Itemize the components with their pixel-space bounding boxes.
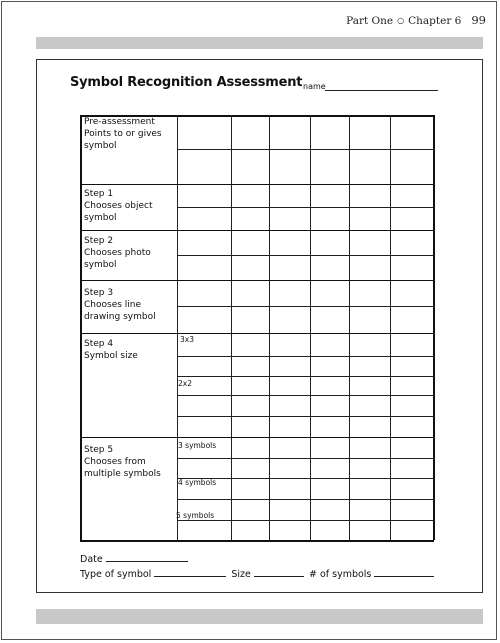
row-label-line: Symbol size <box>84 351 138 361</box>
row-label-line: Pre-assessment <box>84 117 155 127</box>
grid-row-line <box>177 149 433 150</box>
chapter-label: Chapter 6 <box>408 15 462 27</box>
row-label-line: symbol <box>84 141 117 151</box>
row-label-line: Step 4 <box>84 339 114 349</box>
row-label-line: Chooses photo <box>84 248 151 258</box>
row-label-line: Chooses line <box>84 300 142 310</box>
row-label-line: symbol <box>84 213 117 223</box>
grid-row-line <box>177 395 433 396</box>
name-field[interactable] <box>325 90 438 91</box>
grid-row-line <box>177 255 433 256</box>
grid-border-left <box>80 115 82 540</box>
separator-circle-icon: ○ <box>397 16 405 25</box>
size-label: Size <box>231 569 251 580</box>
date-label: Date <box>80 554 103 565</box>
bottom-band <box>36 609 483 624</box>
size-field[interactable] <box>254 566 304 577</box>
row-label-step-5 <box>84 444 161 480</box>
grid-column-line <box>269 115 270 540</box>
row-label-line: Step 5 <box>84 445 114 455</box>
grid-border-right <box>433 115 435 540</box>
sublabel-3x3: 3x3 <box>180 335 194 344</box>
row-label-step-2 <box>84 235 151 271</box>
row-label-line: multiple symbols <box>84 469 161 479</box>
sublabel-2x2: 2x2 <box>178 379 192 388</box>
row-label-line: Step 3 <box>84 288 114 298</box>
grid-row-line <box>177 499 433 500</box>
grid-section-line <box>80 437 433 438</box>
num-symbols-label: # of symbols <box>308 569 372 580</box>
grid-column-line <box>310 115 311 540</box>
sublabel-4-symbols: 4 symbols <box>178 478 217 487</box>
grid-column-line <box>349 115 350 540</box>
date-field[interactable] <box>106 551 188 562</box>
sublabel-3-symbols: 3 symbols <box>178 441 217 450</box>
page-number: 99 <box>471 13 486 27</box>
grid-row-line <box>177 520 433 521</box>
section-label: Part One <box>346 15 394 27</box>
row-label-line: Chooses object <box>84 201 153 211</box>
grid-row-line <box>177 376 433 377</box>
row-label-line: Chooses from <box>84 457 146 467</box>
type-of-symbol-label: Type of symbol <box>80 569 152 580</box>
grid-column-line <box>231 115 232 540</box>
row-label-line: Points to or gives <box>84 129 162 139</box>
grid-section-line <box>80 230 433 231</box>
grid-section-line <box>80 280 433 281</box>
grid-row-line <box>177 207 433 208</box>
grid-column-line <box>177 115 178 540</box>
row-label-pre-assessment <box>84 116 162 152</box>
footer-date-row <box>80 551 188 565</box>
row-label-line: Step 1 <box>84 189 114 199</box>
grid-row-line <box>177 306 433 307</box>
form-title: Symbol Recognition Assessment <box>70 75 303 90</box>
grid-section-line <box>80 184 433 185</box>
grid-section-line <box>80 333 433 334</box>
name-label: name <box>303 82 326 91</box>
top-band <box>36 37 483 49</box>
running-head <box>346 13 486 27</box>
grid-row-line <box>177 356 433 357</box>
sublabel-5-symbols: 5 symbols <box>176 511 215 520</box>
footer-details-row <box>80 566 434 580</box>
row-label-step-1 <box>84 188 153 224</box>
grid-border-bottom <box>80 540 434 542</box>
grid-column-line <box>390 115 391 540</box>
num-symbols-field[interactable] <box>374 566 434 577</box>
grid-row-line <box>177 416 433 417</box>
type-of-symbol-field[interactable] <box>154 566 226 577</box>
grid-row-line <box>177 458 433 459</box>
row-label-line: Step 2 <box>84 236 114 246</box>
row-label-line: drawing symbol <box>84 312 156 322</box>
row-label-step-4 <box>84 338 138 362</box>
row-label-line: symbol <box>84 260 117 270</box>
row-label-step-3 <box>84 287 156 323</box>
